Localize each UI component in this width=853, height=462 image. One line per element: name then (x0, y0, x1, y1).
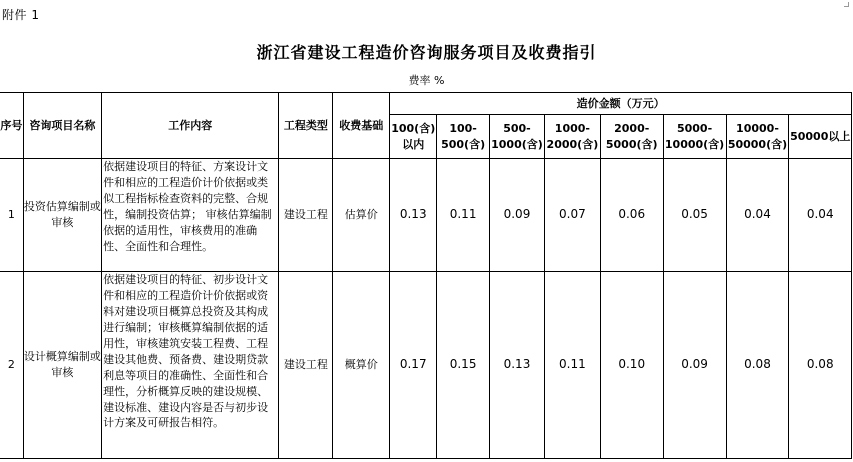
attachment-label: 附件 1 (2, 8, 40, 22)
cell-rate[interactable]: 0.08 (789, 272, 852, 459)
cell-rate[interactable]: 0.17 (390, 272, 437, 459)
cell-rate[interactable]: 0.10 (600, 272, 663, 459)
header-seq[interactable]: 序号 (0, 93, 23, 159)
cell-rate[interactable]: 0.13 (490, 272, 545, 459)
cell-rate[interactable]: 0.04 (726, 159, 789, 272)
header-range[interactable]: 100(含)以内 (390, 115, 437, 159)
cell-rate[interactable]: 0.09 (663, 272, 726, 459)
cell-rate[interactable]: 0.04 (789, 159, 852, 272)
cell-seq[interactable]: 1 (0, 159, 23, 272)
cell-seq[interactable]: 2 (0, 272, 23, 459)
cell-rate[interactable]: 0.08 (726, 272, 789, 459)
cell-work[interactable]: 依据建设项目的特征、初步设计文件和相应的工程造价计价依据或资料对建设项目概算总投资及其构成进行编制；审核概算编制依据的适用性，审核建筑安装工程费、工程建设其他费、预备费、建设期贷款利息等项目的准确性、全面性和合理性，分析概算反映的建设规模、建设标准、建设内容是否与初步设计方案及可研报告相符。 (102, 272, 279, 459)
header-range[interactable]: 500-1000(含) (490, 115, 545, 159)
corner-marker-icon (844, 2, 849, 7)
cell-project[interactable]: 投资估算编制或审核 (23, 159, 101, 272)
header-project[interactable]: 咨询项目名称 (23, 93, 101, 159)
cell-rate[interactable]: 0.05 (663, 159, 726, 272)
page-title: 浙江省建设工程造价咨询服务项目及收费指引 (256, 43, 597, 62)
header-range[interactable]: 50000以上 (789, 115, 852, 159)
header-range[interactable]: 10000-50000(含) (726, 115, 789, 159)
cell-rate[interactable]: 0.11 (437, 159, 490, 272)
header-range[interactable]: 2000-5000(含) (600, 115, 663, 159)
cell-eng-type[interactable]: 建设工程 (279, 159, 333, 272)
header-amount-group[interactable]: 造价金额（万元） (390, 93, 852, 115)
cell-eng-type[interactable]: 建设工程 (279, 272, 333, 459)
header-work[interactable]: 工作内容 (102, 93, 279, 159)
header-eng-type[interactable]: 工程类型 (279, 93, 333, 159)
cell-fee-basis[interactable]: 估算价 (333, 159, 390, 272)
header-fee-basis[interactable]: 收费基础 (333, 93, 390, 159)
cell-rate[interactable]: 0.06 (600, 159, 663, 272)
header-row-top (0, 93, 852, 115)
table-row (0, 159, 852, 272)
cell-rate[interactable]: 0.11 (544, 272, 600, 459)
rate-label: 费率 % (408, 74, 445, 87)
table-row (0, 272, 852, 459)
cell-rate[interactable]: 0.13 (390, 159, 437, 272)
header-range[interactable]: 5000-10000(含) (663, 115, 726, 159)
cell-project[interactable]: 设计概算编制或审核 (23, 272, 101, 459)
header-range[interactable]: 100-500(含) (437, 115, 490, 159)
header-range[interactable]: 1000-2000(含) (544, 115, 600, 159)
cell-work[interactable]: 依据建设项目的特征、方案设计文件和相应的工程造价计价依据或类似工程指标检查资料的完整、合规性，编制投资估算； 审核估算编制依据的适用性，审核费用的准确性、全面性和合理性。 (102, 159, 279, 272)
cell-fee-basis[interactable]: 概算价 (333, 272, 390, 459)
cell-rate[interactable]: 0.09 (490, 159, 545, 272)
cell-rate[interactable]: 0.15 (437, 272, 490, 459)
fee-table (0, 92, 852, 459)
cell-rate[interactable]: 0.07 (544, 159, 600, 272)
